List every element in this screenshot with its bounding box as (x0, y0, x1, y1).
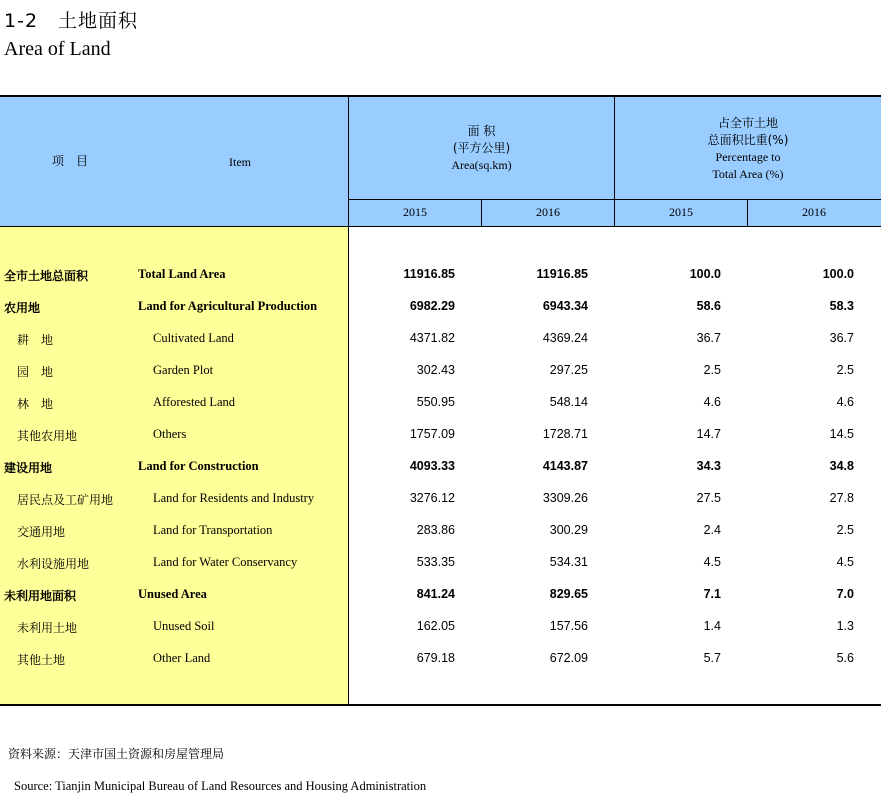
header-year-rule (348, 199, 881, 200)
row-area-2016: 4143.87 (542, 459, 588, 473)
header-area-cn1: 面 积 (467, 124, 496, 138)
table-row (0, 299, 881, 319)
table-row (0, 491, 881, 511)
row-area-2016: 534.31 (549, 555, 588, 569)
row-item-cn: 居民点及工矿用地 (17, 493, 114, 507)
table-row (0, 363, 881, 383)
row-pct-2015: 58.6 (696, 299, 721, 313)
row-item-en: Land for Water Conservancy (153, 555, 298, 569)
row-area-2015: 283.86 (416, 523, 455, 537)
row-item-en: Land for Transportation (153, 523, 273, 537)
row-area-2016: 157.56 (549, 619, 588, 633)
header-year-pct-2015: 2015 (669, 205, 693, 219)
row-area-2015: 1757.09 (409, 427, 455, 441)
row-item-en: Other Land (153, 651, 211, 665)
row-pct-2016: 58.3 (829, 299, 854, 313)
header-pct-cn2: 总面积比重(%) (707, 133, 789, 147)
row-item-cn: 建设用地 (4, 461, 53, 475)
row-item-cn: 其他土地 (17, 653, 66, 667)
row-item-en: Unused Soil (153, 619, 215, 633)
row-area-2015: 6982.29 (409, 299, 455, 313)
table-top-border (0, 95, 881, 97)
row-pct-2016: 4.6 (836, 395, 854, 409)
table-bottom-border (0, 704, 881, 706)
row-pct-2015: 5.7 (703, 651, 721, 665)
header-area (349, 123, 614, 174)
table-row (0, 267, 881, 287)
source-note-cn: 资料来源：天津市国土资源和房屋管理局 (8, 747, 225, 761)
row-pct-2016: 4.5 (836, 555, 854, 569)
header-item-en: Item (229, 155, 251, 169)
table-row (0, 587, 881, 607)
row-area-2015: 162.05 (416, 619, 455, 633)
row-area-2015: 4093.33 (409, 459, 455, 473)
row-item-en: Garden Plot (153, 363, 214, 377)
row-pct-2016: 7.0 (836, 587, 854, 601)
row-area-2016: 6943.34 (542, 299, 588, 313)
row-item-en: Cultivated Land (153, 331, 234, 345)
row-pct-2015: 36.7 (696, 331, 721, 345)
header-pct-en2: Total Area (%) (712, 167, 784, 181)
header-percentage (615, 115, 881, 183)
row-pct-2015: 4.6 (703, 395, 721, 409)
row-pct-2015: 34.3 (696, 459, 721, 473)
row-area-2016: 548.14 (549, 395, 588, 409)
row-item-cn: 全市土地总面积 (4, 269, 89, 283)
table-row (0, 427, 881, 447)
row-item-cn: 农用地 (4, 301, 41, 315)
table-row (0, 331, 881, 351)
row-area-2016: 829.65 (549, 587, 588, 601)
row-item-cn: 未利用土地 (17, 621, 78, 635)
row-area-2016: 672.09 (549, 651, 588, 665)
row-item-en: Unused Area (138, 587, 207, 601)
table-row (0, 619, 881, 639)
row-area-2016: 297.25 (549, 363, 588, 377)
row-pct-2015: 7.1 (703, 587, 721, 601)
row-pct-2015: 14.7 (696, 427, 721, 441)
row-item-en: Total Land Area (138, 267, 226, 281)
header-year-area-2016: 2016 (536, 205, 560, 219)
row-area-2015: 11916.85 (403, 267, 455, 281)
header-pct-en1: Percentage to (715, 150, 781, 164)
row-area-2016: 1728.71 (542, 427, 588, 441)
header-bottom-rule (0, 226, 881, 227)
row-item-en: Land for Residents and Industry (153, 491, 315, 505)
row-area-2015: 302.43 (416, 363, 455, 377)
row-area-2015: 679.18 (416, 651, 455, 665)
table-row (0, 651, 881, 671)
row-pct-2016: 34.8 (829, 459, 854, 473)
row-area-2016: 300.29 (549, 523, 588, 537)
row-pct-2015: 4.5 (703, 555, 721, 569)
table-row (0, 555, 881, 575)
row-item-cn: 园 地 (17, 365, 54, 379)
row-item-cn: 林 地 (17, 397, 54, 411)
row-item-en: Afforested Land (153, 395, 236, 409)
row-item-cn: 其他农用地 (17, 429, 78, 443)
row-pct-2016: 1.3 (836, 619, 854, 633)
row-area-2016: 3309.26 (542, 491, 588, 505)
row-pct-2016: 2.5 (836, 363, 854, 377)
row-pct-2015: 27.5 (696, 491, 721, 505)
row-item-cn: 未利用地面积 (4, 589, 77, 603)
row-pct-2016: 2.5 (836, 523, 854, 537)
page-title-en: Area of Land (4, 38, 111, 60)
table-row (0, 459, 881, 479)
row-item-cn: 交通用地 (17, 525, 66, 539)
row-pct-2015: 1.4 (703, 619, 721, 633)
row-item-cn: 耕 地 (17, 333, 54, 347)
header-pct-cn1: 占全市土地 (717, 116, 778, 130)
row-pct-2016: 100.0 (822, 267, 854, 281)
row-area-2015: 3276.12 (409, 491, 455, 505)
row-item-en: Land for Agricultural Production (138, 299, 318, 313)
row-pct-2016: 36.7 (829, 331, 854, 345)
row-area-2016: 11916.85 (536, 267, 588, 281)
header-year-pct-2016: 2016 (802, 205, 826, 219)
table-row (0, 395, 881, 415)
row-area-2015: 841.24 (416, 587, 455, 601)
row-pct-2015: 2.5 (703, 363, 721, 377)
source-note-en: Source: Tianjin Municipal Bureau of Land Resources and Housing Administration (14, 779, 427, 793)
row-pct-2016: 27.8 (829, 491, 854, 505)
header-item-cn: 项 目 (51, 154, 88, 168)
row-item-en: Others (153, 427, 187, 441)
row-pct-2015: 100.0 (689, 267, 721, 281)
table-row (0, 523, 881, 543)
row-item-en: Land for Construction (138, 459, 259, 473)
row-item-cn: 水利设施用地 (17, 557, 90, 571)
row-area-2015: 550.95 (416, 395, 455, 409)
row-area-2015: 533.35 (416, 555, 455, 569)
row-pct-2016: 14.5 (829, 427, 854, 441)
row-area-2016: 4369.24 (542, 331, 588, 345)
header-area-cn2: (平方公里) (452, 141, 511, 155)
row-pct-2016: 5.6 (836, 651, 854, 665)
row-pct-2015: 2.4 (703, 523, 721, 537)
header-area-en: Area(sq.km) (451, 158, 512, 172)
row-area-2015: 4371.82 (409, 331, 455, 345)
page-title-cn: 1-2 土地面积 (4, 10, 139, 32)
header-year-area-2015: 2015 (403, 205, 427, 219)
